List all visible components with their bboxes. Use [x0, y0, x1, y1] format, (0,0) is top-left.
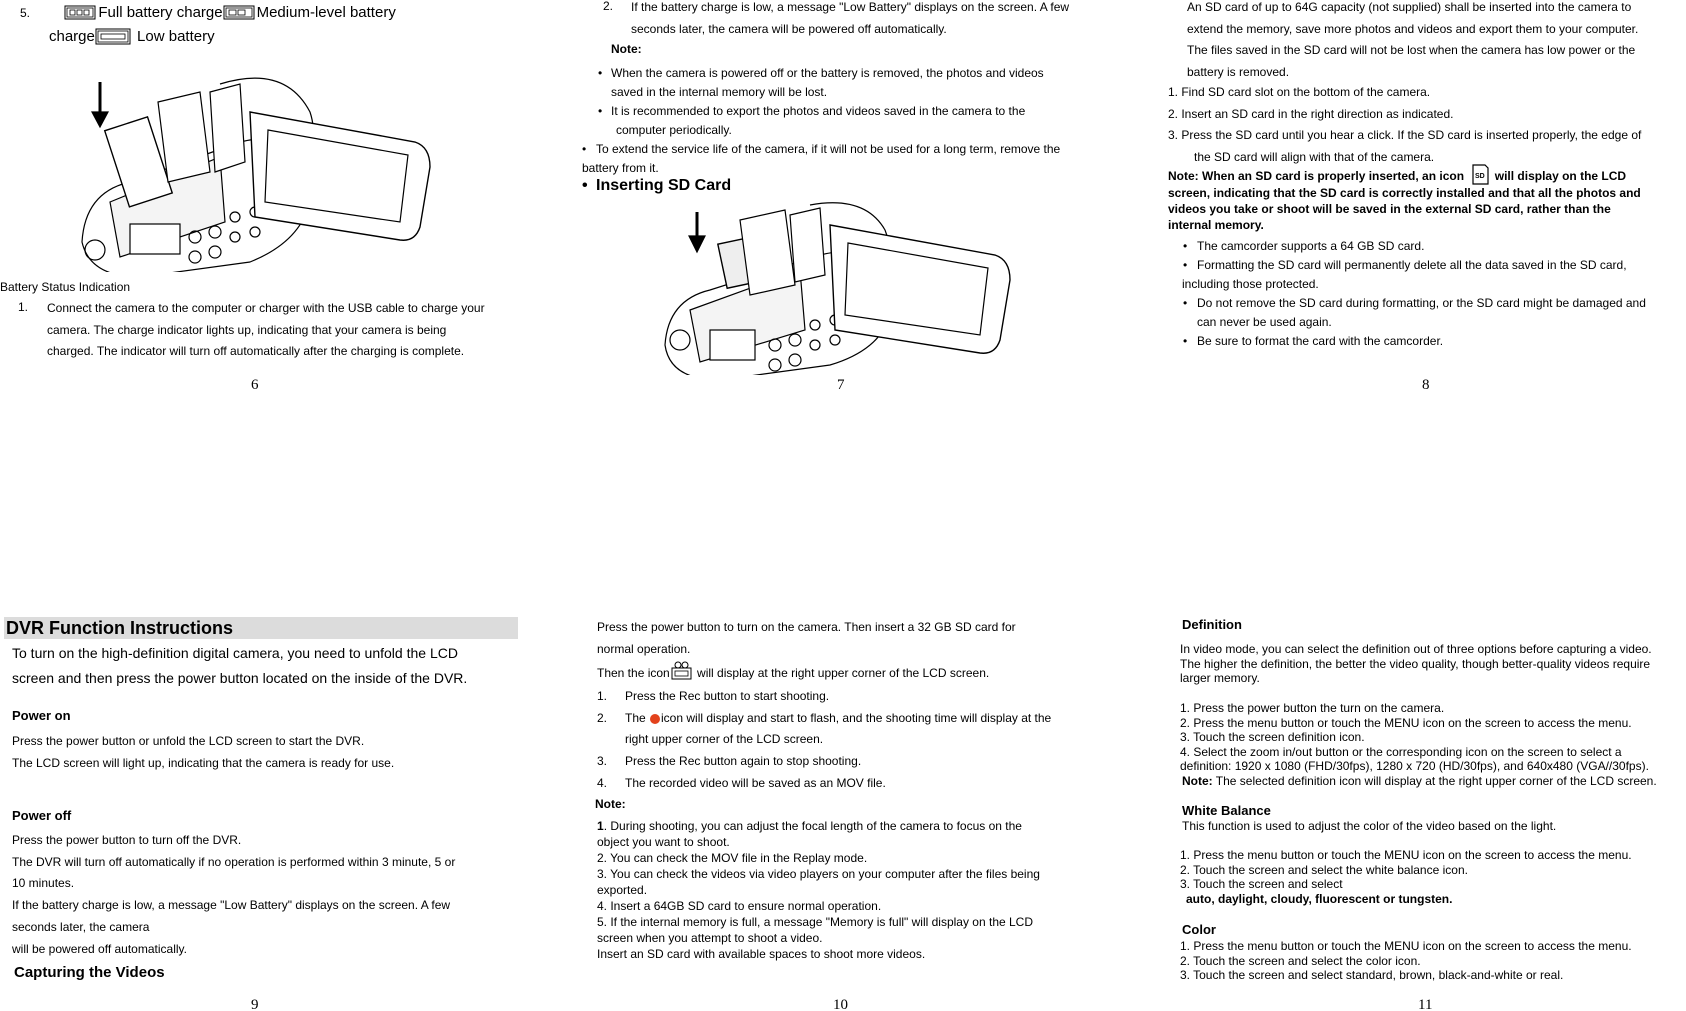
low-battery-icon — [95, 27, 133, 47]
camcorder-battery-illustration — [70, 72, 450, 272]
definition-heading: Definition — [1182, 617, 1242, 632]
bullet-1: • When the camera is powered off or the battery is removed, the photos and videos saved in the internal memory will be lost. — [598, 66, 1044, 99]
capture-notes: 1. During shooting, you can adjust the focal length of the camera to focus on the object you want to shoot. 2. You can check the MOV file in the Replay mode. 3. You can check the videos via video players on your computer after the files being exported. 4. Insert a 64GB SD card to ensure normal operation. 5. If the internal memory is full, a message "Memory is full" will display on the LCD screen when you attempt to shoot a video. Insert an SD card with available spaces to shoot more videos. — [597, 819, 1040, 961]
bullet-3: • To extend the service life of the camera, if it will not be used for a long term, remove the battery from it. — [582, 142, 1061, 175]
capture-steps: 1. Press the Rec button to start shooting. 2. The icon will display and start to flash, and the shooting time will display at the right upper corner of the LCD screen. 3. Press the Rec button again to stop shooting. 4. The recorded video will be saved as an MOV file. — [597, 689, 1052, 790]
definition-text: In video mode, you can select the definition out of three options before capturing a video. The higher the definition, the better the video quality, though better-quality videos require larger memory. — [1180, 642, 1652, 685]
step-1: 1. Connect the camera to the computer or charger with the USB cable to charge your camera. The charge indicator lights up, indicating that your camera is being charged. The indicator will turn off automatically after the charging is complete. — [18, 300, 485, 358]
white-balance-steps: 1. Press the menu button or touch the MENU icon on the screen to access the menu. 2. Touch the screen and select the white balance icon. 3. Touch the screen and select auto, daylight, cloudy, fluorescent or tungsten. — [1180, 848, 1632, 906]
bullet-2: • It is recommended to export the photos and videos saved in the camera to the computer periodically. — [598, 104, 1026, 137]
section-heading-dvr: DVR Function Instructions — [4, 617, 518, 639]
page-number: 10 — [833, 997, 848, 1011]
camcorder-sd-illustration — [660, 200, 1040, 375]
white-balance-text: This function is used to adjust the color of the video based on the light. — [1182, 819, 1557, 833]
power-off-text: Press the power button to turn off the DVR. The DVR will turn off automatically if no operation is performed within 3 minute, 5 or 10 minutes. If the battery charge is low, a message "Low Battery" displays on the screen. A few seconds later, the camera will be powered off automatically. — [12, 833, 456, 956]
sd-note: Note: When an SD card is properly inserted, an icon SD will display on the LCD screen, indicating that the SD card is correctly installed and that all the photos and videos you take or shoot will be saved in the external SD card, rather than the internal memory. — [1168, 168, 1686, 233]
section-heading-sd: • Inserting SD Card — [582, 177, 732, 194]
sd-bullets: • The camcorder supports a 64 GB SD card. • Formatting the SD card will permanently delete all the data saved in the SD card, including those protected. • Do not remove the SD card during formatting, or the SD card might be damaged and can never be used again. • Be sure to format the card with the camcorder. — [1182, 239, 1646, 348]
dvr-intro: To turn on the high-definition digital camera, you need to unfold the LCD screen and then press the power button located on the inside of the DVR. — [12, 645, 468, 686]
note-label: Note: — [595, 797, 626, 811]
power-on-text: Press the power button or unfold the LCD screen to start the DVR. The LCD screen will light up, indicating that the camera is ready for use. — [12, 734, 395, 770]
white-balance-heading: White Balance — [1182, 803, 1271, 818]
color-steps: 1. Press the menu button or touch the MENU icon on the screen to access the menu. 2. Touch the screen and select the color icon. 3. Touch the screen and select standard, brown, black-and-white or real. — [1180, 939, 1632, 982]
figure-caption: Battery Status Indication — [0, 280, 131, 294]
power-on-heading: Power on — [12, 708, 71, 723]
page-number: 6 — [251, 377, 259, 393]
definition-steps: 1. Press the power button the turn on the camera. 2. Press the menu button or touch the MENU icon on the screen to access the menu. 3. Touch the screen definition icon. 4. Select the zoom in/out button or the corresponding icon on the screen to select a definition: 1920 x 1080 (FHD/30fps), 1280 x 720 (HD/30fps), and 640x480 (VGA//30fps). Note: The selected definition icon will display at the right upper corner of the LCD screen. — [1180, 701, 1657, 788]
record-dot-icon — [649, 712, 661, 724]
battery-legend: 5. Full battery charge Medium-level battery — [20, 4, 396, 21]
full-battery-icon — [64, 4, 98, 22]
sd-card-icon — [1469, 163, 1491, 185]
video-camera-icon — [670, 660, 694, 682]
video-icon-line: Then the icon will display at the right upper corner of the LCD screen. — [597, 660, 989, 687]
note-label: Note: — [611, 42, 642, 56]
step-2: 2. If the battery charge is low, a message "Low Battery" displays on the screen. A few seconds later, the camera will be powered off automatically. — [603, 0, 1070, 36]
page-number: 9 — [251, 997, 259, 1011]
sd-steps: 1. Find SD card slot on the bottom of the camera. 2. Insert an SD card in the right direction as indicated. 3. Press the SD card until you hear a click. If the SD card is inserted properly, the edge of the SD card will align with that of the camera. — [1168, 85, 1642, 165]
sd-intro: An SD card of up to 64G capacity (not supplied) shall be inserted into the camera to extend the memory, save more photos and videos and export them to your computer. The files saved in the SD card will not be lost when the camera has low power or the battery is removed. — [1187, 0, 1639, 80]
capturing-heading: Capturing the Videos — [14, 964, 165, 981]
capture-intro: Press the power button to turn on the camera. Then insert a 32 GB SD card for normal operation. — [597, 620, 1016, 656]
svg-text:SD: SD — [1475, 172, 1486, 180]
power-off-heading: Power off — [12, 808, 72, 823]
medium-battery-icon — [223, 4, 257, 22]
color-heading: Color — [1182, 922, 1216, 937]
page-number: 8 — [1422, 377, 1430, 393]
battery-legend-line2: charge Low battery — [49, 25, 215, 49]
page-number: 7 — [837, 377, 845, 393]
page-number: 11 — [1418, 997, 1433, 1011]
